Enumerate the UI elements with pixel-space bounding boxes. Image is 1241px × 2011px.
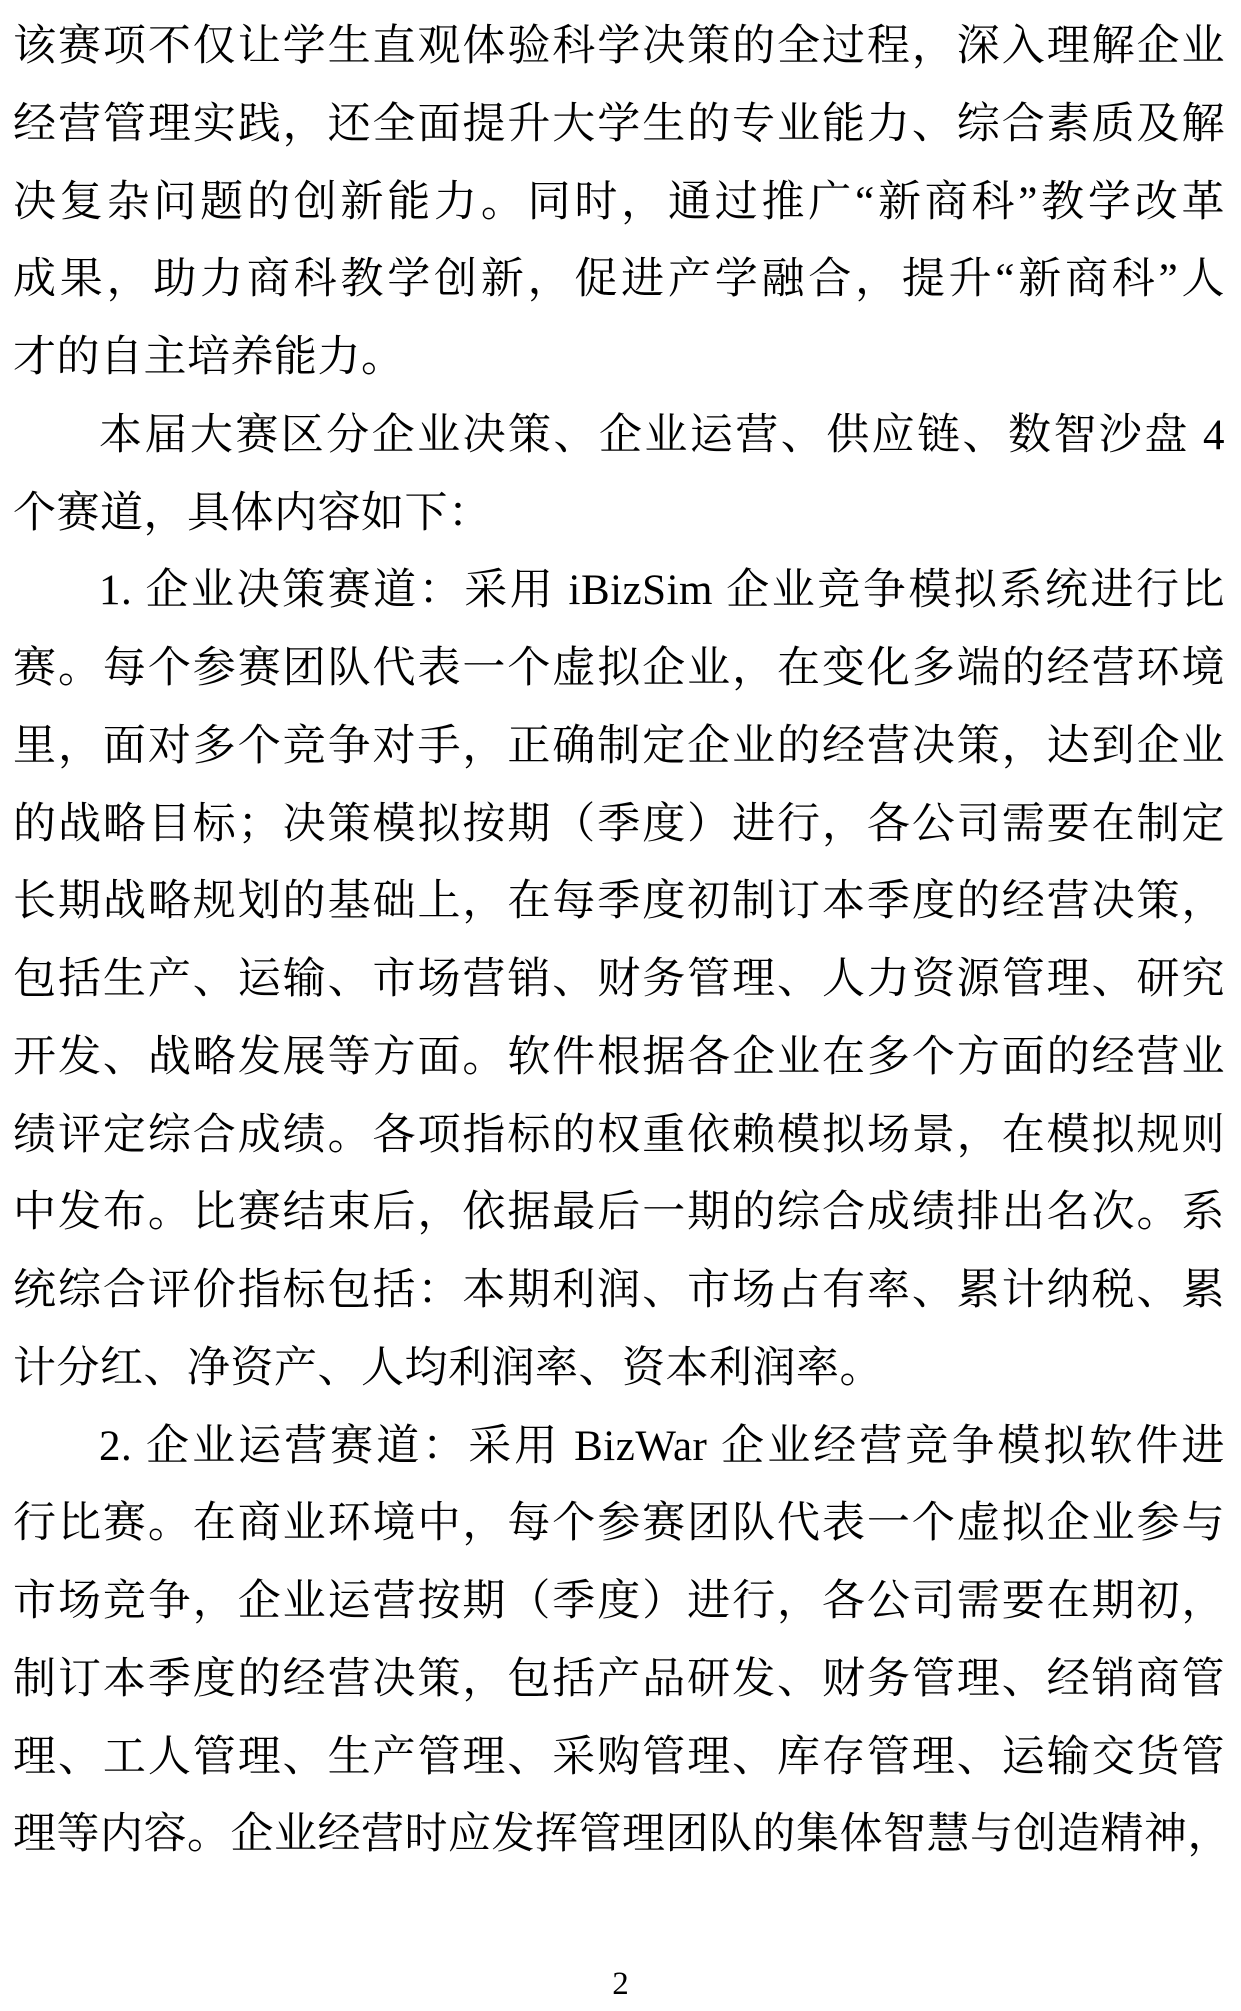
text-line: 计分红、净资产、人均利润率、资本利润率。 — [13, 1344, 883, 1392]
text-line: 决复杂问题的创新能力。同时，通过推广“新商科”教学改革 — [13, 178, 1225, 226]
text-line: 理等内容。企业经营时应发挥管理团队的集体智慧与创造精神， — [13, 1811, 1231, 1859]
text-line: 赛。每个参赛团队代表一个虚拟企业，在变化多端的经营环境 — [13, 645, 1225, 692]
text-line: 开发、战略发展等方面。软件根据各企业在多个方面的经营业 — [13, 1033, 1225, 1081]
text-line: 长期战略规划的基础上，在每季度初制订本季度的经营决策， — [13, 878, 1225, 926]
text-line: 本届大赛区分企业决策、企业运营、供应链、数智沙盘 4 — [99, 411, 1225, 459]
page-number: 2 — [612, 1966, 629, 2002]
text-line: 市场竞争，企业运营按期（季度）进行，各公司需要在期初， — [13, 1578, 1225, 1625]
text-line: 行比赛。在商业环境中，每个参赛团队代表一个虚拟企业参与 — [13, 1500, 1225, 1548]
text-line: 理、工人管理、生产管理、采购管理、库存管理、运输交货管 — [13, 1733, 1225, 1781]
text-line: 包括生产、运输、市场营销、财务管理、人力资源管理、研究 — [13, 956, 1225, 1003]
text-line: 1. 企业决策赛道：采用 iBizSim 企业竞争模拟系统进行比 — [99, 567, 1225, 615]
text-line: 制订本季度的经营决策，包括产品研发、财务管理、经销商管 — [13, 1655, 1225, 1703]
text-line: 2. 企业运营赛道：采用 BizWar 企业经营竞争模拟软件进 — [99, 1422, 1225, 1470]
text-line: 成果，助力商科教学创新，促进产学融合，提升“新商科”人 — [13, 256, 1225, 304]
text-line: 经营管理实践，还全面提升大学生的专业能力、综合素质及解 — [13, 100, 1225, 148]
text-line: 绩评定综合成绩。各项指标的权重依赖模拟场景，在模拟规则 — [13, 1111, 1225, 1159]
text-line: 里，面对多个竞争对手，正确制定企业的经营决策，达到企业 — [13, 722, 1225, 770]
text-line: 统综合评价指标包括：本期利润、市场占有率、累计纳税、累 — [13, 1267, 1225, 1314]
text-line: 该赛项不仅让学生直观体验科学决策的全过程，深入理解企业 — [13, 23, 1225, 70]
text-line: 个赛道，具体内容如下： — [13, 489, 492, 537]
document-body-text — [13, 8, 1231, 1874]
text-line: 中发布。比赛结束后，依据最后一期的综合成绩排出名次。系 — [13, 1189, 1225, 1237]
text-line: 才的自主培养能力。 — [13, 334, 405, 381]
text-line: 的战略目标；决策模拟按期（季度）进行，各公司需要在制定 — [13, 800, 1225, 848]
